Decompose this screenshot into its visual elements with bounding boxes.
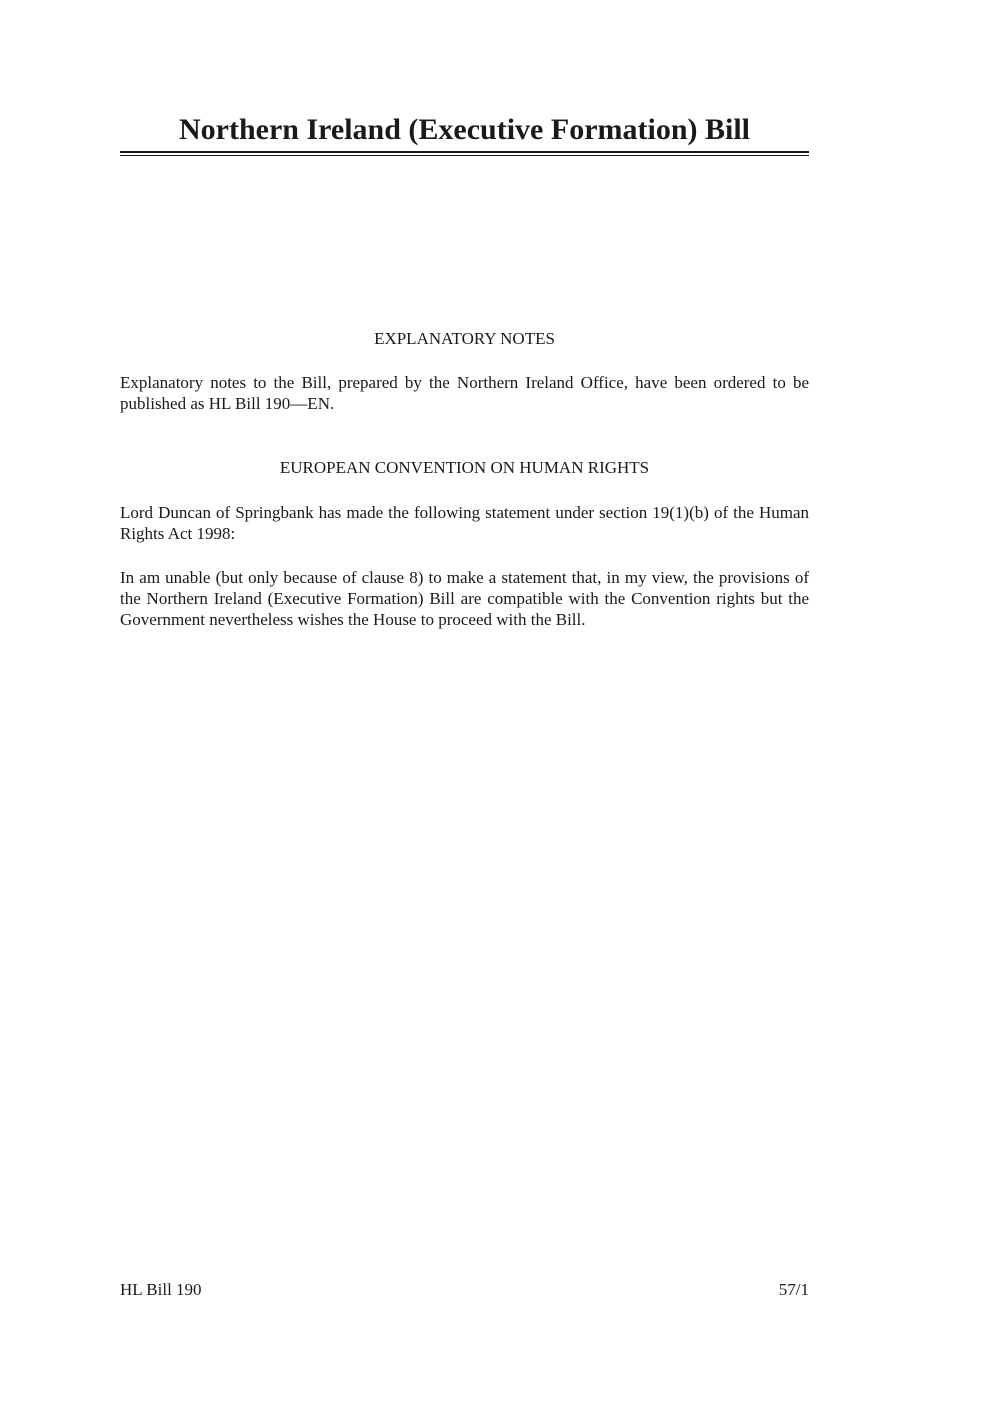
title-rule-bottom	[120, 155, 809, 156]
title-rule-top	[120, 151, 809, 153]
echr-statement-intro: Lord Duncan of Springbank has made the following statement under section 19(1)(b) of the Human Rights Act 1998:	[120, 503, 809, 543]
echr-heading: EUROPEAN CONVENTION ON HUMAN RIGHTS	[279, 458, 650, 477]
footer-print-ref: 57/1	[778, 1280, 809, 1299]
footer-bill-ref: HL Bill 190	[120, 1280, 202, 1299]
explanatory-notes-text: Explanatory notes to the Bill, prepared by the Northern Ireland Office, have been ordered to be published as HL Bill 190—EN.	[120, 373, 809, 413]
bill-title: Northern Ireland (Executive Formation) Bill	[178, 113, 751, 146]
explanatory-notes-heading: EXPLANATORY NOTES	[374, 329, 555, 348]
echr-statement: In am unable (but only because of clause 8) to make a statement that, in my view, the provisions of the Northern Ireland (Executive Formation) Bill are compatible with the Convention rights but the Government nevertheless wishes the House to proceed with the Bill.	[120, 568, 809, 629]
